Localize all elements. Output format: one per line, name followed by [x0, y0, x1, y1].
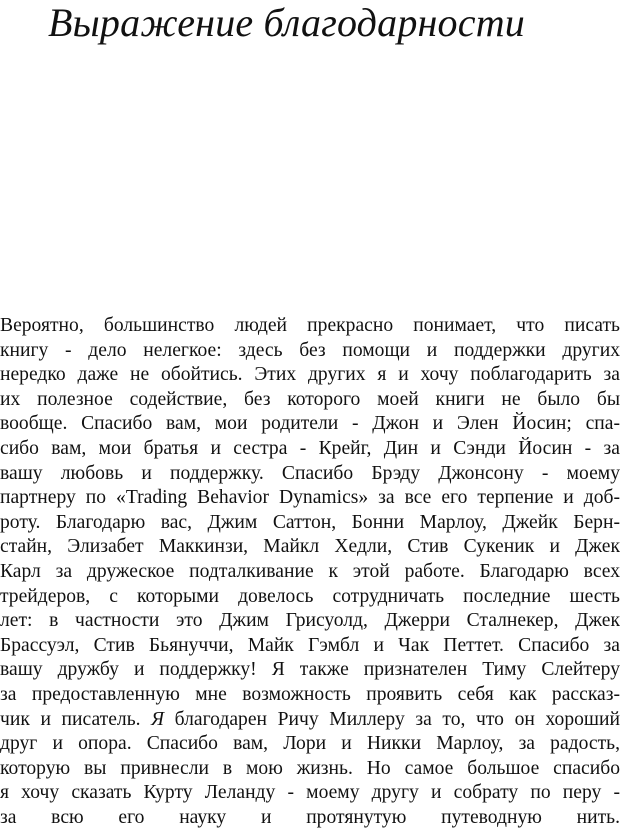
- text-line: я хочу сказать Курту Леланду - моему другу и собрату по перу -: [0, 782, 620, 804]
- text-line: Вероятно, большинство людей прекрасно понимает, что писать: [0, 315, 620, 336]
- text-line: лет: в частности это Джим Грисуолд, Джерри Сталнекер, Джек: [0, 610, 620, 632]
- text-line: стайн, Элизабет Маккинзи, Майкл Хедли, Стив Сукеник и Джек: [0, 536, 620, 558]
- text-line: роту. Благодарю вас, Джим Саттон, Бонни Марлоу, Джейк Берн-: [0, 511, 620, 533]
- text-segment: благодарен Ричу Миллеру за то, что он хороший: [174, 708, 620, 730]
- text-line: [0, 708, 620, 733]
- text-line: вообще. Спасибо вам, мои родители - Джон и Элен Йосин; спа-: [0, 413, 620, 435]
- text-line: вашу дружбу и поддержку! Я также признателен Тиму Слейтеру: [0, 659, 620, 681]
- text-line: сибо вам, мои братья и сестра - Крейг, Дин и Сэнди Йосин - за: [0, 437, 620, 459]
- text-line: Карл за дружеское подталкивание к этой работе. Благодарю всех: [0, 560, 620, 582]
- text-line: нередко даже не обойтись. Этих других я и хочу поблагодарить за: [0, 364, 620, 386]
- text-line: за всю его науку и протянутую путеводную нить.: [0, 806, 620, 828]
- italic-word: Я: [151, 708, 165, 730]
- page-title: Выражение благодарности: [48, 0, 526, 45]
- text-line: их полезное содействие, без которого моей книги не было бы: [0, 388, 620, 410]
- text-line: вашу любовь и поддержку. Спасибо Брэду Джонсону - моему: [0, 462, 620, 484]
- text-line: партнеру по «Trading Behavior Dynamics» за все его терпение и доб-: [0, 487, 620, 509]
- text-line: друг и опора. Спасибо вам, Лори и Никки Марлоу, за радость,: [0, 733, 620, 755]
- acknowledgements-text: [0, 314, 620, 830]
- text-line: которую вы привнесли в мою жизнь. Но самое большое спасибо: [0, 757, 620, 779]
- text-line: трейдеров, с которыми довелось сотрудничать последние шесть: [0, 585, 620, 607]
- text-segment: чик и писатель.: [0, 708, 141, 730]
- text-line: книгу - дело нелегкое: здесь без помощи и поддержки других: [0, 339, 620, 361]
- text-line: Брассуэл, Стив Бьянуччи, Майк Гэмбл и Чак Петтет. Спасибо за: [0, 634, 620, 656]
- text-line: за предоставленную мне возможность проявить себя как рассказ-: [0, 683, 620, 705]
